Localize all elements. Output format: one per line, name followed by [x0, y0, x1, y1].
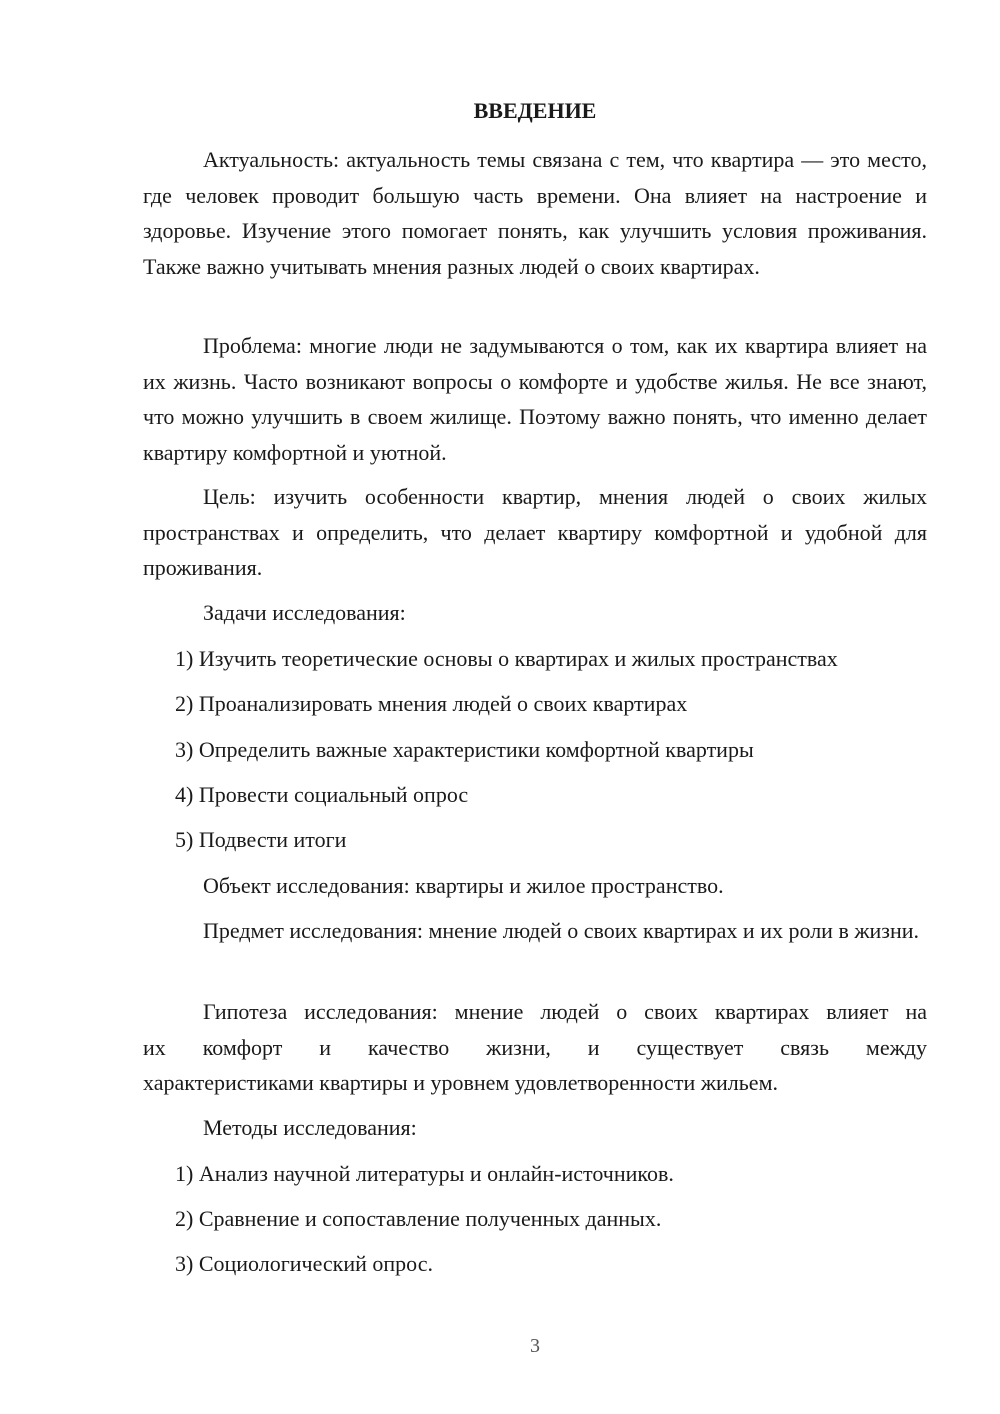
method-item: 2) Сравнение и сопоставление полученных данных. — [175, 1206, 662, 1231]
page-number: 3 — [530, 1335, 540, 1357]
research-object: Объект исследования: квартиры и жилое пространство. — [203, 873, 724, 898]
methods-title: Методы исследования: — [203, 1115, 417, 1140]
hypothesis-line-3: характеристиками квартиры и уровнем удовлетворенности жильем. — [143, 1070, 778, 1095]
task-item: 2) Проанализировать мнения людей о своих квартирах — [175, 691, 688, 716]
task-item: 1) Изучить теоретические основы о квартирах и жилых пространствах — [175, 646, 838, 671]
method-item: 3) Социологический опрос. — [175, 1251, 433, 1276]
task-item: 5) Подвести итоги — [175, 827, 347, 852]
hypothesis-line-1: Гипотеза исследования: мнение людей о своих квартирах влияет на — [203, 999, 927, 1024]
tasks-title: Задачи исследования: — [203, 600, 406, 625]
paragraph-goal: Цель: изучить особенности квартир, мнения людей о своих жилых пространствах и определить, что делает квартиру комфортной и удобной для проживания. — [143, 484, 927, 580]
hypothesis-line-2: их комфорт и качество жизни, и существует связь между — [143, 1035, 927, 1060]
task-item: 4) Провести социальный опрос — [175, 782, 469, 807]
method-item: 1) Анализ научной литературы и онлайн-источников. — [175, 1161, 674, 1186]
paragraph-problem: Проблема: многие люди не задумываются о том, как их квартира влияет на их жизнь. Часто возникают вопросы о комфорте и удобстве жилья. Не все знают, что можно улучшить в своем жилище. Поэтому важно понять, что именно делает квартиру комфортной и уютной. — [143, 333, 927, 465]
task-item: 3) Определить важные характеристики комфортной квартиры — [175, 737, 754, 762]
research-subject: Предмет исследования: мнение людей о своих квартирах и их роли в жизни. — [203, 918, 920, 943]
paragraph-actuality: Актуальность: актуальность темы связана с тем, что квартира — это место, где человек проводит большую часть времени. Она влияет на настроение и здоровье. Изучение этого помогает понять, как улучшить условия проживания. Также важно учитывать мнения разных людей о своих квартирах. — [143, 147, 927, 279]
section-heading: ВВЕДЕНИЕ — [473, 98, 597, 123]
